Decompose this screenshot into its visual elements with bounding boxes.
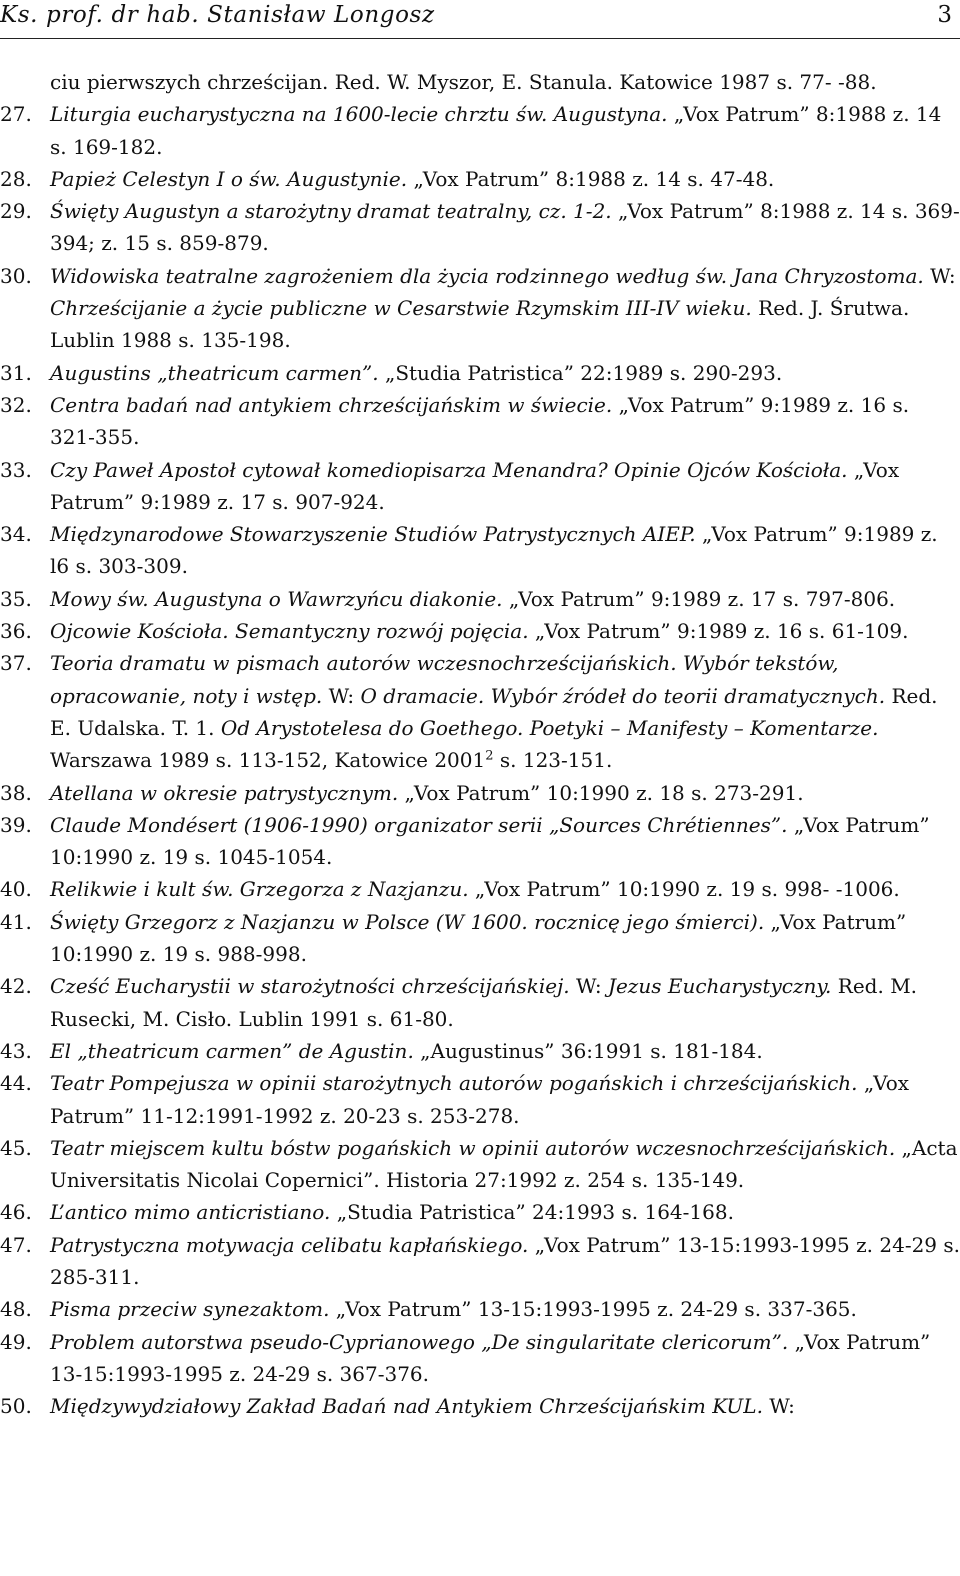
entry-in: W: xyxy=(923,263,956,288)
entry-number: 27. xyxy=(0,102,32,127)
entry-title: Ojcowie Kościoła. Semantyczny rozwój pojęcia. xyxy=(50,619,529,644)
list-item xyxy=(0,260,960,357)
entry-number: 46. xyxy=(0,1200,32,1225)
list-item xyxy=(0,98,960,163)
entry-details: „Studia Patristica” 22:1989 s. 290-293. xyxy=(378,360,783,385)
entry-number: 36. xyxy=(0,619,32,644)
entry-title: L’antico mimo anticristiano. xyxy=(50,1200,331,1225)
entry-number: 35. xyxy=(0,586,32,611)
list-item xyxy=(0,163,960,195)
entry-details: „Vox Patrum” 8:1988 z. 14 s. 169-182. xyxy=(50,102,942,159)
entry-title: Papież Celestyn I o św. Augustynie. xyxy=(50,166,408,191)
list-item xyxy=(0,1326,960,1391)
entry-details: „Acta Universitatis Nicolai Copernici”. Historia 27:1992 z. 254 s. 135-149. xyxy=(50,1135,958,1193)
entry-in: W: xyxy=(322,683,361,708)
entry-title: Claude Mondésert (1906-1990) organizator serii „Sources Chrétiennes”. xyxy=(50,812,788,837)
entry-details: „Vox Patrum” 11-12:1991-1992 z. 20-23 s. 253-278. xyxy=(50,1071,910,1128)
entry-details: „Augustinus” 36:1991 s. 181-184. xyxy=(413,1038,763,1063)
entry-editor: Red. E. Udalska. T. 1. xyxy=(50,683,938,740)
list-item xyxy=(0,777,960,809)
entry-details: „Vox Patrum” 10:1990 z. 19 s. 998- -1006. xyxy=(468,877,900,902)
entry-title: Teoria dramatu w pismach autorów wczesnochrześcijańskich. Wybór tekstów, opracowanie, noty i wstęp. xyxy=(50,651,839,708)
entry-number: 37. xyxy=(0,651,32,676)
list-item xyxy=(0,1035,960,1067)
entry-number: 30. xyxy=(0,263,32,288)
entry-title: Widowiska teatralne zagrożeniem dla życia rodzinnego według św. Jana Chryzostoma. xyxy=(50,263,924,288)
entry-title: Patrystyczna motywacja celibatu kapłańskiego. xyxy=(50,1232,529,1257)
entry-details: „Vox Patrum” 13-15:1993-1995 z. 24-29 s. 285-311. xyxy=(50,1232,960,1289)
entry-details: „Vox Patrum” 9:1989 z. 16 s. 61-109. xyxy=(528,619,909,644)
list-item xyxy=(0,454,960,519)
entry-publication: Warszawa 1989 s. 113-152, Katowice 2001 xyxy=(50,748,486,773)
list-item-50 xyxy=(0,1390,960,1422)
entry-details: „Vox Patrum” 9:1989 z. 16 s. 321-355. xyxy=(50,392,910,450)
entry-details: „Vox Patrum” 10:1990 z. 19 s. 988-998. xyxy=(50,909,907,967)
entry-number: 40. xyxy=(0,877,32,902)
list-item xyxy=(0,1132,960,1197)
list-item xyxy=(0,1229,960,1294)
entry-number: 48. xyxy=(0,1297,32,1322)
entry-number: 50. xyxy=(0,1394,32,1419)
entry-details: „Vox Patrum” 9:1989 z. l6 s. 303-309. xyxy=(50,522,938,579)
entry-number: 42. xyxy=(0,974,32,999)
page-number: 3 xyxy=(937,2,952,28)
entry-details: „Vox Patrum” 13-15:1993-1995 z. 24-29 s. 367-376. xyxy=(50,1329,931,1386)
entry-details: Red. M. Rusecki, M. Cisło. Lublin 1991 s. 61-80. xyxy=(50,974,918,1031)
continuation-text: ciu pierwszych chrześcijan. Red. W. Myszor, E. Stanula. Katowice 1987 s. 77- -88. xyxy=(50,70,877,94)
entry-number: 39. xyxy=(0,812,32,837)
entry-pages: s. 123-151. xyxy=(493,748,613,773)
entry-title: Międzywydziałowy Zakład Badań nad Antykiem Chrześcijańskim KUL. xyxy=(50,1394,763,1419)
list-item xyxy=(0,970,960,1035)
entry-details: „Vox Patrum” 8:1988 z. 14 s. 369-394; z. 15 s. 859-879. xyxy=(50,199,960,256)
entry-details: W: xyxy=(762,1394,795,1419)
entry-title: Liturgia eucharystyczna na 1600-lecie chrztu św. Augustyna. xyxy=(50,102,668,127)
list-item xyxy=(0,357,960,389)
entry-number: 34. xyxy=(0,522,32,547)
entry-details: Red. J. Śrutwa. Lublin 1988 s. 135-198. xyxy=(50,296,910,353)
entry-title: Pisma przeciw synezaktom. xyxy=(50,1297,330,1322)
entry-details: „Vox Patrum” 9:1989 z. 17 s. 797-806. xyxy=(502,586,896,611)
list-item xyxy=(0,583,960,615)
entry-number: 45. xyxy=(0,1135,32,1160)
entry-details: „Vox Patrum” 10:1990 z. 18 s. 273-291. xyxy=(398,780,804,805)
bibliography-list xyxy=(0,66,960,1422)
entry-number: 31. xyxy=(0,360,32,385)
list-item xyxy=(0,809,960,874)
running-head-title: Ks. prof. dr hab. Stanisław Longosz xyxy=(0,2,435,28)
entry-title: Cześć Eucharystii w starożytności chrześcijańskiej. xyxy=(50,974,570,999)
entries-27-36 xyxy=(0,98,960,647)
entry-title: Centra badań nad antykiem chrześcijańskim w świecie. xyxy=(50,392,613,417)
list-item xyxy=(0,615,960,647)
list-item xyxy=(0,1293,960,1325)
entry-number: 28. xyxy=(0,166,32,191)
entry-title: Problem autorstwa pseudo-Cyprianowego „De singularitate clericorum”. xyxy=(50,1329,789,1354)
list-item-37 xyxy=(0,647,960,776)
entry-book-title: O dramacie. Wybór źródeł do teorii dramatycznych. xyxy=(360,683,886,708)
edition-superscript: 2 xyxy=(485,748,494,764)
list-item xyxy=(0,1067,960,1132)
list-item xyxy=(0,389,960,454)
entry-number: 32. xyxy=(0,392,32,417)
entry-title: Atellana w okresie patrystycznym. xyxy=(50,780,399,805)
entry-details: „Vox Patrum” 9:1989 z. 17 s. 907-924. xyxy=(50,457,900,514)
entry-title: Czy Paweł Apostoł cytował komediopisarza Menandra? Opinie Ojców Kościoła. xyxy=(50,457,848,482)
header-rule xyxy=(0,38,960,39)
entry-title: Mowy św. Augustyna o Wawrzyńcu diakonie. xyxy=(50,586,503,611)
entry-number: 49. xyxy=(0,1329,32,1354)
entry-number: 47. xyxy=(0,1232,32,1257)
entry-volume-title: Od Arystotelesa do Goethego. Poetyki – Manifesty – Komentarze. xyxy=(220,715,879,740)
entry-title: El „theatricum carmen” de Agustin. xyxy=(50,1038,414,1063)
entry-number: 29. xyxy=(0,199,32,224)
running-header xyxy=(0,0,960,40)
entry-title: Teatr miejscem kultu bóstw pogańskich w opinii autorów wczesnochrześcijańskich. xyxy=(50,1135,896,1160)
entry-details: „Studia Patristica” 24:1993 s. 164-168. xyxy=(330,1200,734,1225)
entry-title: Międzynarodowe Stowarzyszenie Studiów Patrystycznych AIEP. xyxy=(50,522,696,547)
entry-details: „Vox Patrum” 13-15:1993-1995 z. 24-29 s. 337-365. xyxy=(329,1297,857,1322)
entries-38-49 xyxy=(0,777,960,1391)
entry-number: 41. xyxy=(0,909,32,934)
entry-title: Święty Grzegorz z Nazjanzu w Polsce (W 1600. rocznicę jego śmierci). xyxy=(50,909,765,934)
list-item xyxy=(0,1196,960,1228)
entry-title: Święty Augustyn a starożytny dramat teatralny, cz. 1-2. xyxy=(50,199,612,224)
list-item xyxy=(0,195,960,260)
list-item xyxy=(0,518,960,583)
entry-title: Teatr Pompejusza w opinii starożytnych autorów pogańskich i chrześcijańskich. xyxy=(50,1071,858,1096)
entry-number: 38. xyxy=(0,780,32,805)
entry-book-title: Jezus Eucharystyczny. xyxy=(607,974,832,999)
list-item xyxy=(0,873,960,905)
entry-number: 43. xyxy=(0,1038,32,1063)
entry-book-title: Chrześcijanie a życie publiczne w Cesarstwie Rzymskim III-IV wieku. xyxy=(50,296,752,321)
list-item xyxy=(0,906,960,971)
entry-details: „Vox Patrum” 10:1990 z. 19 s. 1045-1054. xyxy=(50,812,930,870)
entry-in: W: xyxy=(569,974,608,999)
entry-number: 44. xyxy=(0,1071,32,1096)
entry-title: Augustins „theatricum carmen”. xyxy=(50,360,379,385)
entry-details: „Vox Patrum” 8:1988 z. 14 s. 47-48. xyxy=(407,166,775,191)
entry-title: Relikwie i kult św. Grzegorza z Nazjanzu. xyxy=(50,877,469,902)
entry-number: 33. xyxy=(0,457,32,482)
